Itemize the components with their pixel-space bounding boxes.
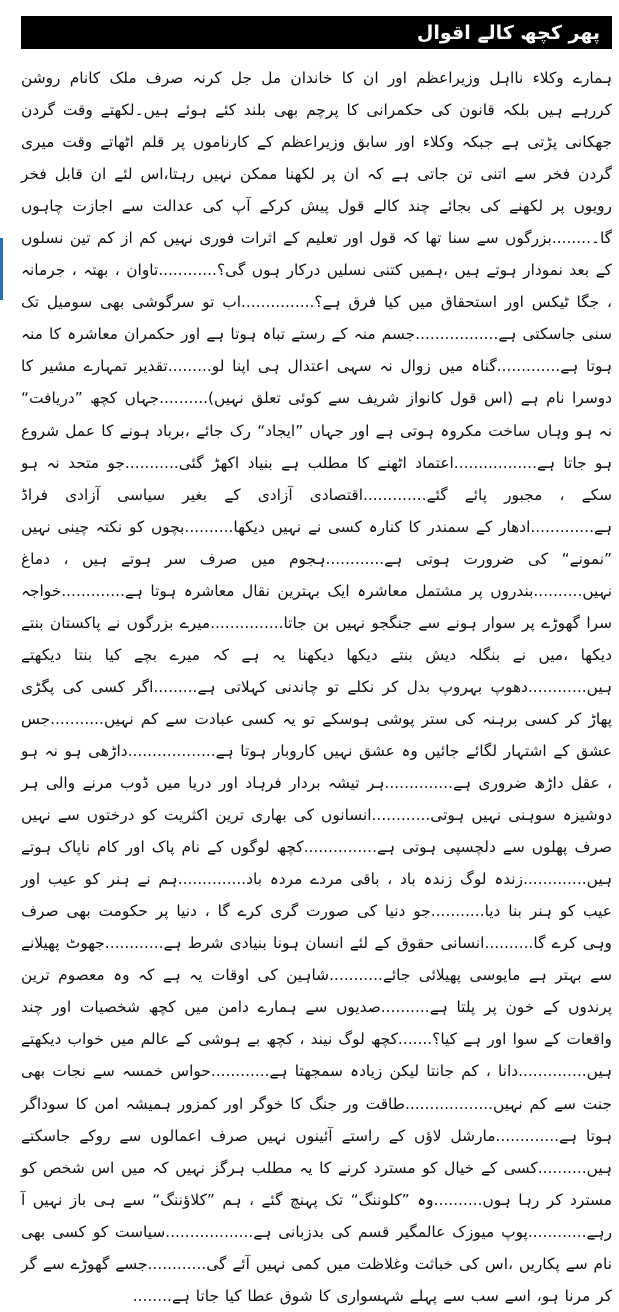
column-title-bar [21,16,612,49]
column-title: پھر کچھ کالے اقوال [416,21,600,44]
article-paragraph: ہمارے وکلاء نااہل وزیراعظم اور ان کا خاندان مل جل کرنہ صرف ملک کانام روشن کررہے ہیں بلکہ قانون کی حکمرانی کا پرچم بھی بلند کئے ہوئے ہیں۔لکھتے وقت گردن جھکانی پڑتی ہے جبکہ وکلاء اور سابق وزیراعظم کے کارناموں پر قلم اٹھاتے وقت میری گردن فخر سے اتنی تن جاتی ہے کہ ان پر لکھنا ممکن نہیں رہتا،اس لئے ان قابل فخر رویوں پر لکھنے کی بجائے چند کالے قول پیش کرکے آپ کی عدالت سے اجازت چاہوں گا۔........بزرگوں سے سنا تھا کہ قول اور تعلیم کے اثرات فوری نہیں کم از کم تین نسلوں کے بعد نمودار ہوتے ہیں ،ہمیں کتنی نسلیں درکار ہوں گی؟............تاوان ، بھتہ ، جرمانہ ، جگا ٹیکس اور استحقاق میں کیا فرق ہے؟...............اب تو سرگوشی بھی سومیل تک سنی جاسکتی ہے.................جسم منہ کے رستے تباہ ہوتا ہے اور حکمران معاشرہ کا منہ ہوتا ہے.............گناہ میں زوال نہ سہی اعتدال ہی اپنا لو.........تقدیر تمہارے مشیر کا دوسرا نام ہے (اس قول کانواز شریف سے کوئی تعلق نہیں)..........جہاں کچھ ”دریافت“ نہ ہو وہاں ساخت مکروہ ہوتی ہے اور جہاں ”ایجاد“ رک جائے ،برباد ہونے کا عمل شروع ہو جاتا ہے.................اعتماد اٹھنے کا مطلب ہے بنیاد اکھڑ گئی...........جو متحد نہ ہو سکے ، مجبور پائے گئے.............اقتصادی آزادی کے بغیر سیاسی آزادی فراڈ ہے.............ادھار کے سمندر کا کنارہ کسی نے نہیں دیکھا..........بچوں کو نکتہ چینی نہیں ”نمونے“ کی ضرورت ہوتی ہے............ہجوم میں صرف سر ہوتے ہیں ، دماغ نہیں..........بندروں پر مشتمل معاشرہ ایک بہترین نقال معاشرہ ہوتا ہے.............خواجہ سرا گھوڑے پر سوار ہونے سے جنگجو نہیں بن جاتا...............میرے بزرگوں نے پاکستان بنتے دیکھا ،میں نے بنگلہ دیش بنتے دیکھا دیکھنا یہ ہے کہ میرے بچے کیا بنتا دیکھتے ہیں............دھوپ بہروپ بدل کر نکلے تو چاندنی کہلاتی ہے.........اگر کسی کی پگڑی پھاڑ کر کسی برہنہ کی ستر پوشی ہوسکے تو یہ کسی عبادت سے کم نہیں...........جس عشق کے اشتہار لگائے جائیں وہ عشق نہیں کاروبار ہوتا ہے..................داڑھی ہو نہ ہو ، عقل داڑھ ضروری ہے..............ہر تیشہ بردار فرہاد اور دریا میں ڈوب مرنے والی ہر دوشیزہ سوہنی نہیں ہوتی............انسانوں کی بھاری ترین اکثریت کو درختوں سے نہیں صرف پھلوں سے دلچسپی ہوتی ہے...............کچھ لوگوں کے نام پاک اور کام ناپاک ہوتے ہیں.............زندہ لوگ زندہ باد ، باقی مردے مردہ باد..............ہم نے ہنر کو عیب اور عیب کو ہنر بنا دیا...........جو دنیا کی صورت گری کرے گا ، دنیا پر حکومت بھی صرف وہی کرے گا..........انسانی حقوق کے لئے انسان ہونا بنیادی شرط ہے............جھوٹ پھیلانے سے بہتر ہے مایوسی پھیلائی جائے...........شاہین کی اوقات یہ ہے کہ وہ معصوم ترین پرندوں کے خون پر پلتا ہے..........صدیوں سے ہمارے دامن میں کچھ شخصیات اور چند واقعات کے سوا اور ہے کیا؟.......کچھ لوگ نیند ، کچھ بے ہوشی کے عالم میں خواب دیکھتے ہیں..............دانا ، کم جانتا لیکن زیادہ سمجھتا ہے............حواس خمسہ سے نجات بھی جنت سے کم نہیں..................طاقت ور جنگ کا خوگر اور کمزور ہمیشہ امن کا سوداگر ہوتا ہے.............مارشل لاؤں کے راستے آئینوں نہیں صرف اعمالوں سے روکے جاسکتے ہیں..........کسی کے خیال کو مسترد کرنے کا یہ مطلب ہرگز نہیں کہ میں اس شخص کو مسترد کر رہا ہوں..........وہ ”کلوننگ“ تک پہنچ گئے ، ہم ”کلاؤننگ“ سے ہی باز نہیں آ رہے............پوپ میوزک عالمگیر قسم کی بدزبانی ہے..................سیاست کو کسی بھی نام سے پکاریں ،اس کی خباثت وغلاظت میں کمی نہیں آئے گی............جسے گھوڑے سے گر کر مرنا ہو، اسے سب سے پہلے شہسواری کا شوق عطا کیا جاتا ہے........ [21,69,612,1305]
article-body [21,62,612,1305]
edge-accent-bar [0,238,3,300]
